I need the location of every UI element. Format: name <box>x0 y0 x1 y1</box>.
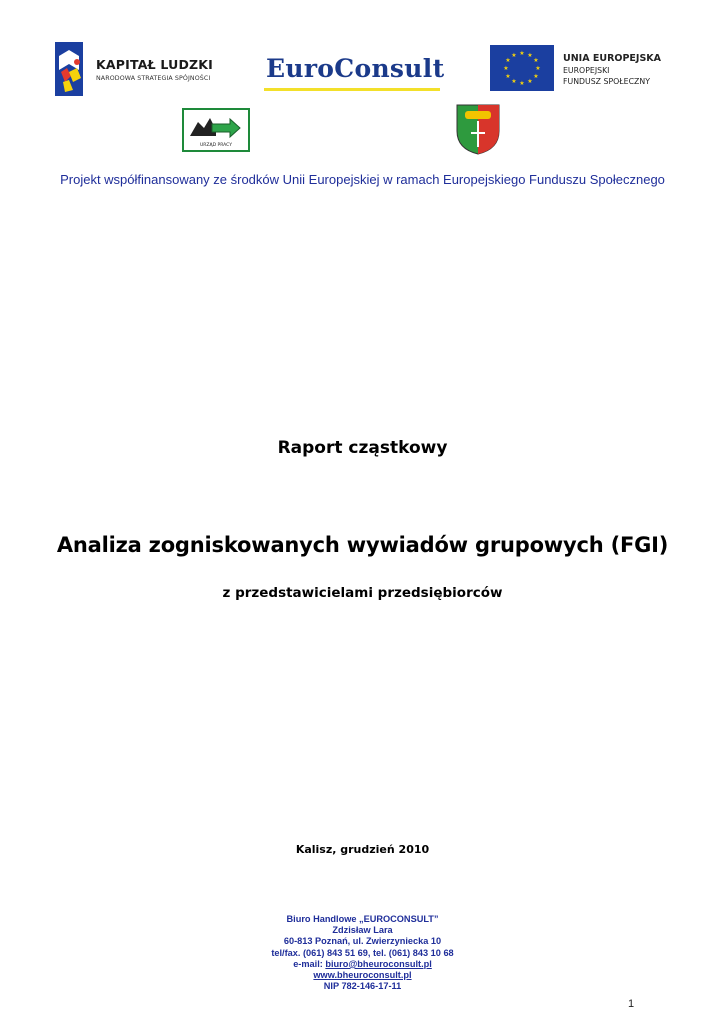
euroconsult-underline <box>264 88 440 91</box>
contact-email-label: e-mail: <box>293 958 326 969</box>
eu-subtitle <box>563 66 650 87</box>
svg-text:★: ★ <box>519 80 525 87</box>
svg-text:★: ★ <box>533 73 539 80</box>
eu-title: UNIA EUROPEJSKA <box>563 53 661 64</box>
urzad-pracy-logo <box>182 108 250 152</box>
eu-flag-icon <box>490 45 554 91</box>
place-date: Kalisz, grudzień 2010 <box>295 843 430 856</box>
eu-subtitle-line2: FUNDUSZ SPOŁECZNY <box>563 76 650 86</box>
page-number: 1 <box>628 998 635 1010</box>
eu-subtitle-line1: EUROPEJSKI <box>563 66 610 75</box>
svg-text:★: ★ <box>535 65 541 72</box>
contact-company: Biuro Handlowe „EUROCONSULT” <box>286 914 439 924</box>
coat-of-arms-icon <box>455 103 501 155</box>
contact-block <box>0 914 725 992</box>
contact-phone: tel/fax. (061) 843 51 69, tel. (061) 843 10 68 <box>271 947 454 958</box>
euroconsult-logo: EuroConsult <box>266 54 445 83</box>
svg-text:★: ★ <box>505 73 511 80</box>
svg-text:★: ★ <box>533 57 539 64</box>
contact-person: Zdzisław Lara <box>332 925 393 936</box>
contact-address: 60-813 Poznań, ul. Zwierzyniecka 10 <box>283 936 442 947</box>
urzad-pracy-text: URZĄD PRACY <box>200 143 232 148</box>
svg-text:★: ★ <box>527 78 533 85</box>
svg-text:★: ★ <box>511 52 517 59</box>
contact-email-link[interactable]: biuro@bheuroconsult.pl <box>325 958 432 969</box>
project-funding-line: Projekt współfinansowany ze środków Unii Europejskiej w ramach Europejskiego Funduszu Społecznego <box>60 172 665 187</box>
svg-text:★: ★ <box>527 52 533 59</box>
main-title: Analiza zogniskowanych wywiadów grupowych (FGI) <box>56 533 669 557</box>
contact-website-line <box>0 970 725 981</box>
subtitle: z przedstawicielami przedsiębiorców <box>222 585 503 601</box>
kapital-ludzki-emblem-icon <box>55 42 95 96</box>
svg-text:★: ★ <box>519 50 525 57</box>
contact-email-line <box>0 959 725 970</box>
kapital-ludzki-title: KAPITAŁ LUDZKI <box>96 57 214 72</box>
report-type: Raport cząstkowy <box>277 438 448 458</box>
contact-website-link[interactable]: www.bheuroconsult.pl <box>313 970 412 981</box>
contact-nip: NIP 782-146-17-11 <box>323 981 402 992</box>
urzad-pracy-emblem-icon <box>182 108 250 152</box>
svg-text:★: ★ <box>503 65 509 72</box>
svg-text:★: ★ <box>511 78 517 85</box>
kapital-ludzki-subtitle: NARODOWA STRATEGIA SPÓJNOŚCI <box>96 75 211 82</box>
svg-text:★: ★ <box>505 57 511 64</box>
